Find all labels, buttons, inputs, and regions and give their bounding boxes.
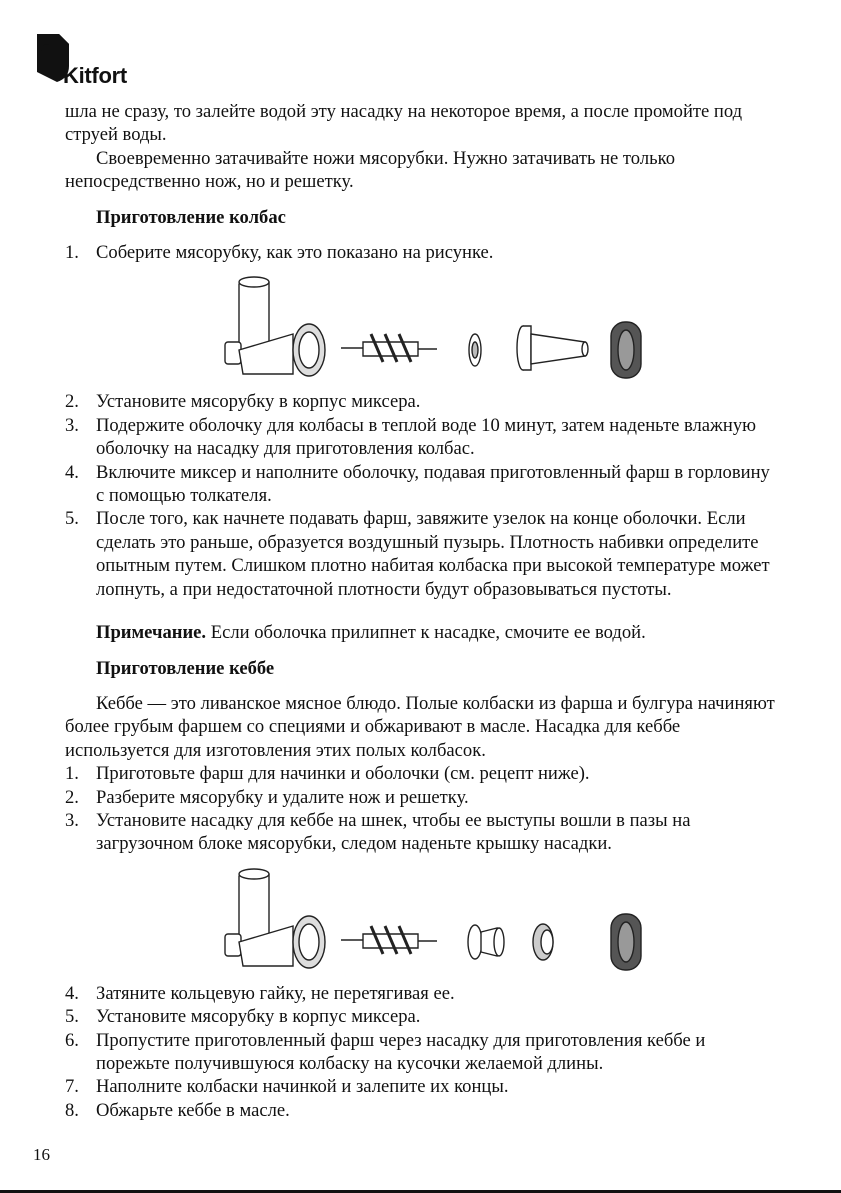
step-number: 8. <box>65 1099 79 1121</box>
page-number: 16 <box>33 1145 50 1164</box>
step-text: Установите мясорубку в корпус миксера. <box>96 391 421 413</box>
step-number: 2. <box>65 786 79 808</box>
list-item <box>65 982 777 1005</box>
kebbe-steps-list-a <box>65 762 777 856</box>
page-content <box>65 100 777 1122</box>
grinder-sausage-parts-illustration <box>213 264 683 390</box>
brand-logo <box>33 34 153 86</box>
list-item <box>65 414 777 461</box>
step-text: После того, как начнете подавать фарш, завяжите узелок на конце оболочки. Если сделать это раньше, образуется воздушный пузырь. Плотность набивки определите опытным путем. Слишком плотно набитая колбаска при высокой температуре может лопнуть, а при недостаточной плотности будут образовываться пустоты. <box>96 508 770 600</box>
step-number: 1. <box>65 763 79 785</box>
step-number: 2. <box>65 391 79 413</box>
step-number: 3. <box>65 414 79 436</box>
logo-text: Kitfort <box>63 63 127 88</box>
list-item <box>65 786 777 809</box>
sausage-steps-list-b <box>65 390 777 601</box>
kebbe-steps-list-b <box>65 982 777 1122</box>
note-text: Если оболочка прилипнет к насадке, смочите ее водой. <box>206 622 646 644</box>
step-number: 5. <box>65 1006 79 1028</box>
list-item <box>65 1099 777 1122</box>
step-text: Наполните колбаски начинкой и залепите их концы. <box>96 1076 509 1098</box>
step-text: Пропустите приготовленный фарш через насадку для приготовления кеббе и порежьте получившуюся колбаску на кусочки желаемой длины. <box>96 1029 706 1074</box>
separator-disc-icon <box>469 334 481 366</box>
grinder-kebbe-parts-illustration <box>213 856 683 982</box>
section-heading-kebbe: Приготовление кеббе <box>96 657 275 679</box>
step-number: 4. <box>65 461 79 483</box>
ring-nut-icon <box>611 914 641 970</box>
auger-icon <box>341 926 437 954</box>
step-number: 7. <box>65 1076 79 1098</box>
ring-nut-icon <box>611 322 641 378</box>
note-label: Примечание. <box>96 622 207 644</box>
kebbe-attachment-icon <box>468 925 504 959</box>
kebbe-assembly-figure <box>65 856 777 982</box>
sausage-assembly-figure <box>65 264 777 390</box>
list-item <box>65 461 777 508</box>
step-text: Включите миксер и наполните оболочку, подавая приготовленный фарш в горловину с помощью толкателя. <box>96 461 770 507</box>
grinder-body-icon <box>225 869 325 968</box>
step-text: Установите насадку для кеббе на шнек, чтобы ее выступы вошли в пазы на загрузочном блоке мясорубки, следом наденьте крышку насадки. <box>96 809 691 855</box>
step-text: Подержите оболочку для колбасы в теплой воде 10 минут, затем наденьте влажную оболочку на насадку для приготовления колбас. <box>96 414 757 460</box>
step-number: 4. <box>65 982 79 1004</box>
step-number: 6. <box>65 1029 79 1051</box>
list-item <box>65 390 777 413</box>
intro-paragraph-1: шла не сразу, то залейте водой эту насадку на некоторое время, а после промойте под струей воды. <box>65 101 743 146</box>
section-heading-sausage: Приготовление колбас <box>96 206 286 228</box>
auger-icon <box>341 334 437 362</box>
step-number: 5. <box>65 508 79 530</box>
step-text: Установите мясорубку в корпус миксера. <box>96 1006 421 1028</box>
step-text: Приготовьте фарш для начинки и оболочки (см. рецепт ниже). <box>96 763 590 785</box>
list-item <box>65 507 777 601</box>
list-item <box>65 1005 777 1028</box>
list-item <box>65 1075 777 1098</box>
step-text: Обжарьте кеббе в масле. <box>96 1099 290 1121</box>
kebbe-intro-paragraph: Кеббе — это ливанское мясное блюдо. Полые колбаски из фарша и булгура начиняют более грубым фаршем со специями и обжаривают в масле. Насадка для кеббе используется для изготовления этих полых колбасок. <box>65 692 775 761</box>
list-item <box>65 241 777 264</box>
sausage-note <box>65 621 777 644</box>
list-item <box>65 809 777 856</box>
step-text: Соберите мясорубку, как это показано на рисунке. <box>96 242 494 264</box>
intro-paragraph-2: Своевременно затачивайте ножи мясорубки. Нужно затачивать не только непосредственно нож, но и решетку. <box>65 147 676 193</box>
kebbe-cover-icon <box>533 924 553 960</box>
step-text: Разберите мясорубку и удалите нож и решетку. <box>96 786 469 808</box>
sausage-nozzle-icon <box>517 326 588 370</box>
step-number: 1. <box>65 242 79 264</box>
list-item <box>65 762 777 785</box>
step-number: 3. <box>65 809 79 831</box>
step-text: Затяните кольцевую гайку, не перетягивая ее. <box>96 982 455 1004</box>
sausage-steps-list-a <box>65 241 777 264</box>
grinder-body-icon <box>225 277 325 376</box>
list-item <box>65 1029 777 1076</box>
